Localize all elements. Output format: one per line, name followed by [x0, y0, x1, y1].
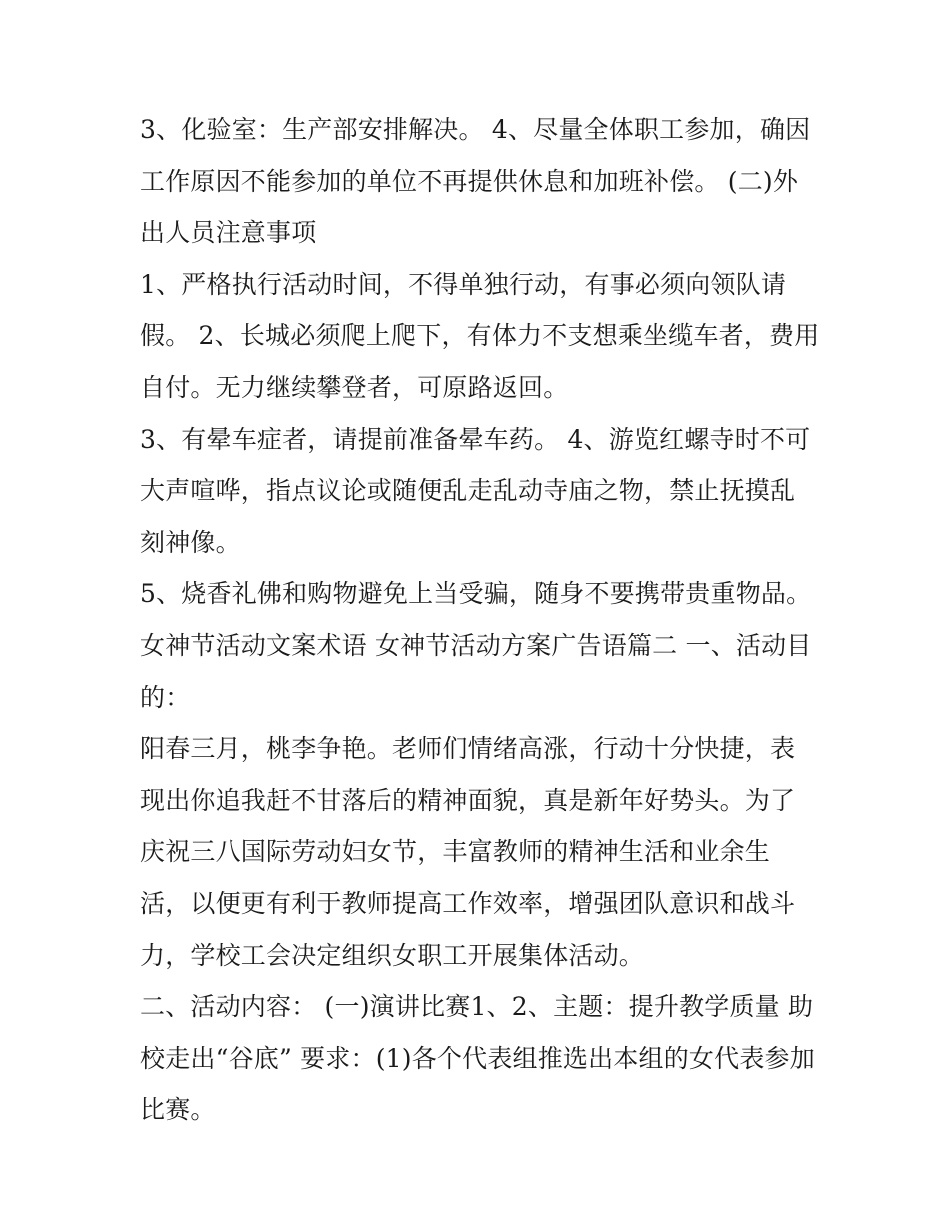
paragraph-activity-rules: 1、严格执行活动时间，不得单独行动，有事必须向领队请假。 2、长城必须爬上爬下，有体力不支想乘坐缆车者，费用自付。无力继续攀登者，可原路返回。 — [140, 269, 820, 402]
paragraph-shopping-caution: 5、烧香礼佛和购物避免上当受骗，随身不要携带贵重物品。 — [140, 579, 812, 609]
paragraph-motion-sickness: 3、有晕车症者，请提前准备晕车药。 4、游览红螺寺时不可大声喧哗，指点议论或随便乱走乱动寺庙之物，禁止抚摸乱刻神像。 — [140, 424, 811, 557]
paragraph-lab-arrangement: 3、化验室：生产部安排解决。 4、尽量全体职工参加，确因工作原因不能参加的单位不再提供休息和加班补偿。 (二)外出人员注意事项 — [140, 115, 811, 248]
paragraph-purpose: 阳春三月，桃李争艳。老师们情绪高涨，行动十分快捷，表现出你追我赶不甘落后的精神面貌，真是新年好势头。为了庆祝三八国际劳动妇女节，丰富教师的精神生活和业余生活，以便更有利于教师提高工作效率，增强团队意识和战斗力，学校工会决定组织女职工开展集体活动。 — [140, 734, 796, 970]
paragraph-activity-content: 二、活动内容： (一)演讲比赛1、2、主题：提升教学质量 助校走出“谷底” 要求：(1)各个代表组推选出本组的女代表参加比赛。 — [140, 992, 815, 1125]
document-body — [140, 104, 820, 1136]
paragraph-section-title: 女神节活动文案术语 女神节活动方案广告语篇二 一、活动目的： — [140, 630, 812, 712]
